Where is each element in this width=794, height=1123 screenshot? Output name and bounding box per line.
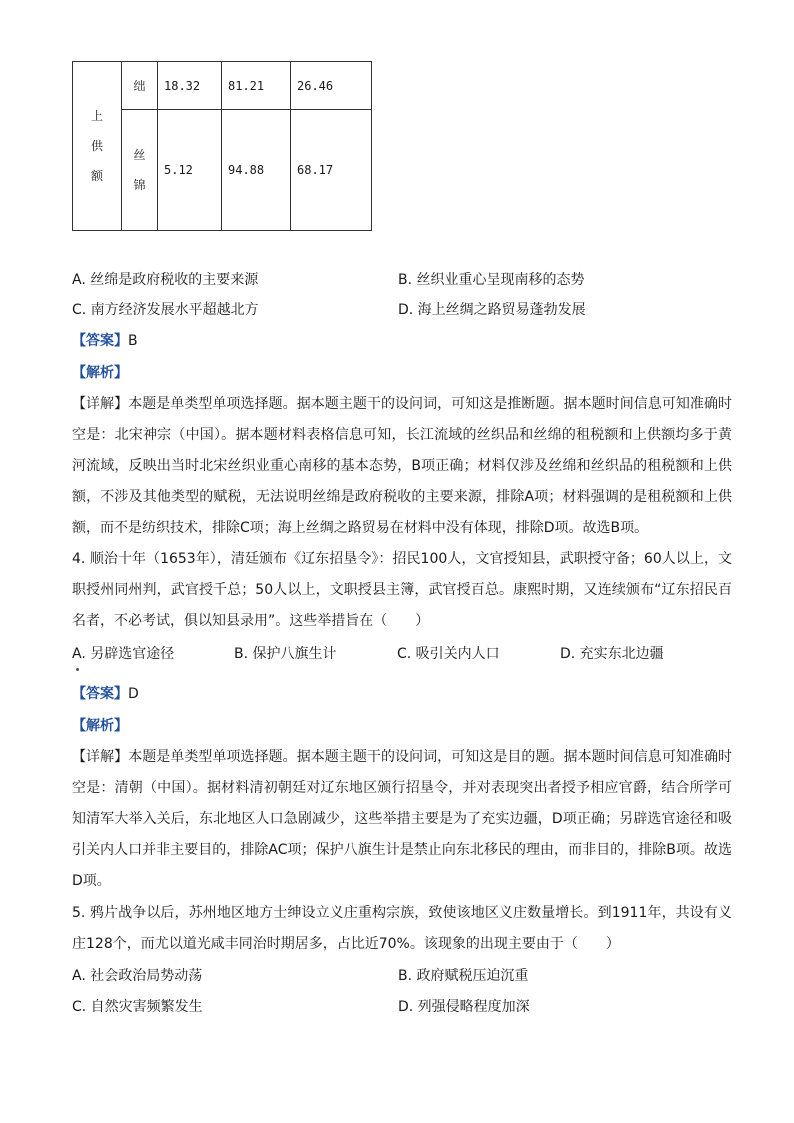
q4-analysis-tag: 【解析】 <box>72 718 128 734</box>
q3-option-a: A. 丝绵是政府税收的主要来源 <box>72 272 259 288</box>
value-cell: 94.88 <box>222 110 291 231</box>
q4-answer <box>72 684 139 704</box>
value-cell: 68.17 <box>291 110 372 231</box>
q5-option-c: C. 自然灾害频繁发生 <box>72 999 203 1015</box>
q3-answer <box>72 331 138 351</box>
q3-option-b: B. 丝织业重心呈现南移的态势 <box>398 272 585 288</box>
q4-option-a: A. 另辟选官途径 <box>72 646 175 662</box>
detail-tag: 【详解】 <box>72 749 129 765</box>
detail-text: 本题是单类型单项选择题。据本题主题干的设问词，可知这是目的题。据本题时间信息可知准确时空是：清朝（中国）。据材料清初朝廷对辽东地区颁行招垦令，并对表现突出者授予相应官爵，结合所学可知清军大举入关后，东北地区人口急剧减少，这些举措主要是为了充实边疆，D项正确；另辟选官途径和吸引关内人口并非主要目的，排除AC项；保护八旗生计是禁止向东北移民的理由，而非目的，排除B项。故选D项。 <box>72 749 733 889</box>
q4-option-c: C. 吸引关内人口 <box>397 646 500 662</box>
answer-tag: 【答案】 <box>72 686 128 702</box>
q3-detail <box>72 389 732 544</box>
item-cell: 丝 锦 <box>122 110 158 231</box>
answer-value: D <box>128 686 139 702</box>
answer-tag: 【答案】 <box>72 333 128 349</box>
q4-option-d: D. 充实东北边疆 <box>560 646 664 662</box>
detail-tag: 【详解】 <box>72 396 129 412</box>
q5-option-a: A. 社会政治局势动荡 <box>72 968 203 984</box>
answer-value: B <box>128 333 138 349</box>
value-cell: 5.12 <box>158 110 222 231</box>
q3-analysis-tag: 【解析】 <box>72 365 128 381</box>
row-header-cell: 上 供 额 <box>73 62 122 231</box>
value-cell: 18.32 <box>158 62 222 110</box>
q3-option-d: D. 海上丝绸之路贸易蓬勃发展 <box>398 302 586 318</box>
stray-dot <box>76 668 79 671</box>
detail-text: 本题是单类型单项选择题。据本题主题干的设问词，可知这是推断题。据本题时间信息可知准确时空是：北宋神宗（中国）。据本题材料表格信息可知，长江流域的丝织品和丝绵的租税额和上供额均多于黄河流域，反映出当时北宋丝织业重心南移的基本态势，B项正确；材料仅涉及丝绵和丝织品的租税额和上供额，不涉及其他类型的赋税，无法说明丝绵是政府税收的主要来源，排除A项；材料强调的是租税额和上供额，而不是纺织技术，排除C项；海上丝绸之路贸易在材料中没有体现，排除D项。故选B项。 <box>72 396 733 536</box>
q4-option-b: B. 保护八旗生计 <box>234 646 337 662</box>
q4-stem: 4. 顺治十年（1653年），清廷颁布《辽东招垦令》：招民100人，文官授知县，武职授守备；60人以上，文职授州同州判，武官授千总；50人以上，文职授县主簿，武官授百总。康熙时期，又连续颁布“辽东招民百名者，不必考试，俱以知县录用”。这些举措旨在（ ） <box>72 551 732 629</box>
q5-option-d: D. 列强侵略程度加深 <box>398 999 530 1015</box>
q5-stem: 5. 鸦片战争以后，苏州地区地方士绅设立义庄重构宗族，致使该地区义庄数量增长。到1911年，共设有义庄128个，而尤以道光咸丰同治时期居多，占比近70%。该现象的出现主要由于（ ） <box>72 905 732 952</box>
item-cell: 绌 <box>122 62 158 110</box>
q4-detail <box>72 742 732 897</box>
q3-option-c: C. 南方经济发展水平超越北方 <box>72 302 259 318</box>
tax-table <box>72 61 372 231</box>
table-row <box>73 62 372 110</box>
value-cell: 26.46 <box>291 62 372 110</box>
value-cell: 81.21 <box>222 62 291 110</box>
q5-option-b: B. 政府赋税压迫沉重 <box>398 968 529 984</box>
